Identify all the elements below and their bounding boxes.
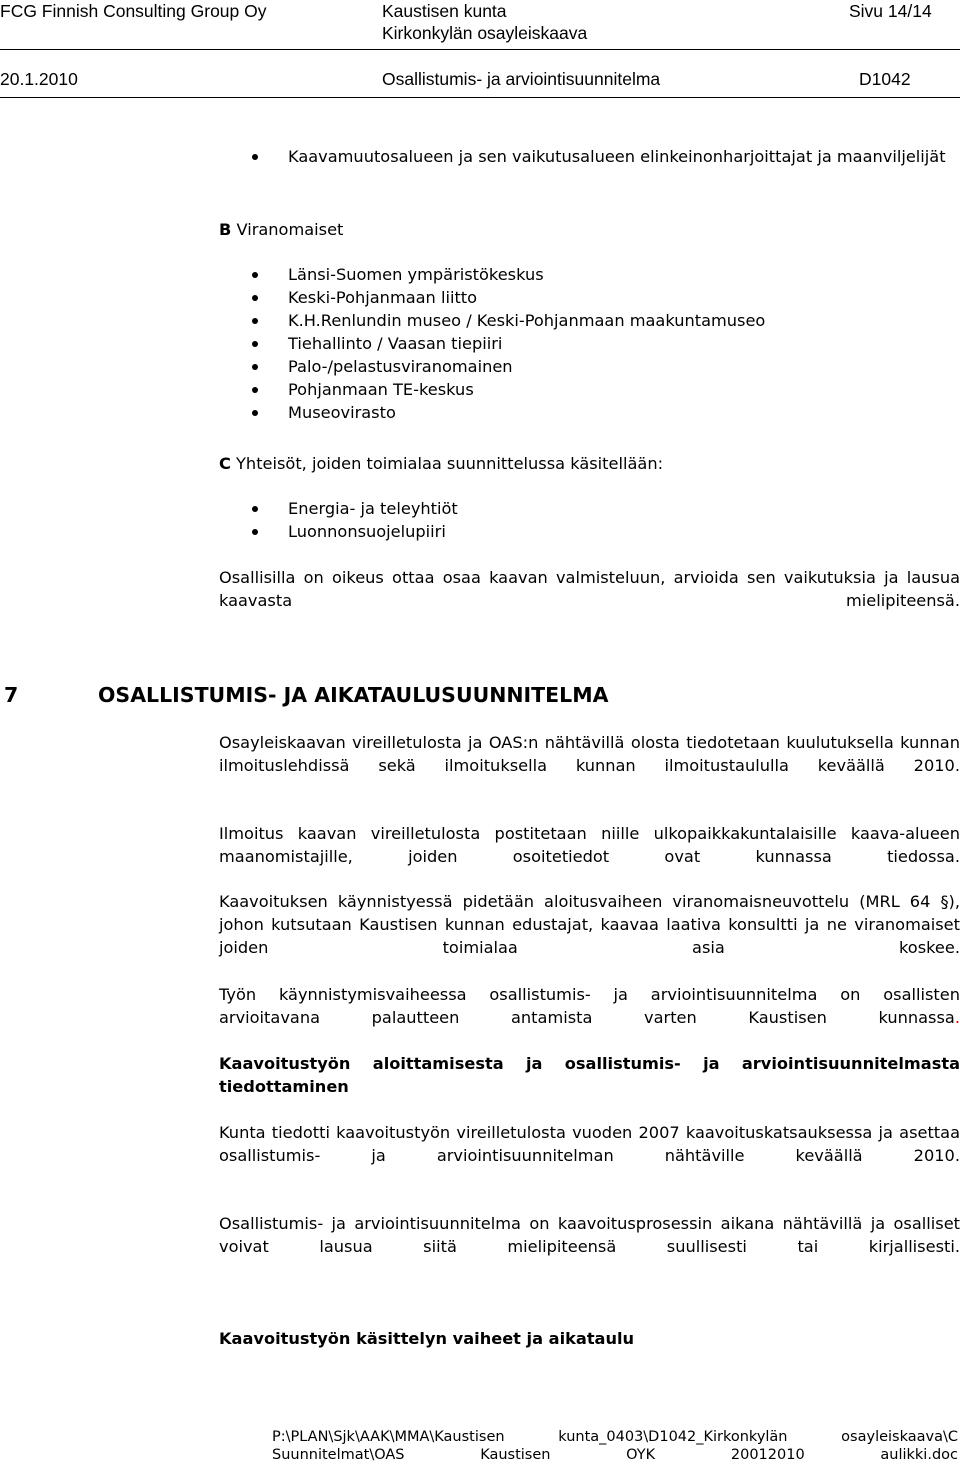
- list-item: Pohjanmaan TE-keskus: [0, 378, 960, 401]
- list-item: Energia- ja teleyhtiöt: [0, 497, 960, 520]
- header-plan-name: Kirkonkylän osayleiskaava: [382, 23, 588, 43]
- bullet-icon: [252, 318, 258, 324]
- bullet-icon: [252, 272, 258, 278]
- bullet-icon: [252, 295, 258, 301]
- paragraph: Osayleiskaavan vireilletulosta ja OAS:n nähtävillä olosta tiedotetaan kuulutuksella kunnan ilmoituslehdissä sekä ilmoituksella kunnan ilmoitustaululla keväällä 2010.: [219, 733, 960, 775]
- section-number: 7: [4, 683, 19, 707]
- paragraph: Kaavoituksen käynnistyessä pidetään aloitusvaiheen viranomaisneuvottelu (MRL 64 §), johon kutsutaan Kaustisen kunnan edustajat, kaavaa laativa konsultti ja ne viranomaiset joiden toimialaa asia koskee.: [219, 892, 960, 957]
- list-item: Palo-/pelastusviranomainen: [0, 355, 960, 378]
- bullet-icon: [252, 154, 258, 160]
- list-item: Kaavamuutosalueen ja sen vaikutusalueen elinkeinonharjoittajat ja maanviljelijät: [0, 145, 960, 168]
- footer-file-path: P:\PLAN\Sjk\AAK\MMA\Kaustisen kunta_0403\D1042_Kirkonkylän osayleiskaava\C Suunnitelmat\OAS Kaustisen OYK 20012010 aulikki.doc: [272, 1429, 958, 1463]
- paragraph: Ilmoitus kaavan vireilletulosta postitetaan niille ulkopaikkakuntalaisille kaava-alueen maanomistajille, joiden osoitetiedot ovat kunnassa tiedossa.: [219, 824, 960, 866]
- paragraph: Osallistumis- ja arviointisuunnitelma on kaavoitusprosessin aikana nähtävillä ja osalliset voivat lausua siitä mielipiteensä suullisesti tai kirjallisesti.: [219, 1214, 960, 1256]
- header-page-number: Sivu 14/14: [849, 1, 932, 21]
- paragraph: Kunta tiedotti kaavoitustyön vireilletulosta vuoden 2007 kaavoituskatsauksessa ja asettaa osallistumis- ja arviointisuunnitelman nähtäville keväällä 2010.: [219, 1123, 960, 1165]
- list-item: Museovirasto: [0, 401, 960, 424]
- communities-list: [0, 497, 960, 543]
- section-b-heading: B Viranomaiset: [219, 220, 344, 239]
- section-title: OSALLISTUMIS- JA AIKATAULUSUUNNITELMA: [98, 683, 609, 707]
- header-divider-bottom: [0, 97, 960, 98]
- paragraph: Työn käynnistymisvaiheessa osallistumis- ja arviointisuunnitelma on osallisten arvioitavana palautteen antamista varten Kaustisen kunnassa.: [219, 985, 960, 1027]
- subheading-notification: Kaavoitustyön aloittamisesta ja osallistumis- ja arviointisuunnitelmasta tiedottaminen: [219, 1054, 960, 1096]
- list-item: Tiehallinto / Vaasan tiepiiri: [0, 332, 960, 355]
- header-date: 20.1.2010: [0, 69, 78, 89]
- bullet-icon: [252, 387, 258, 393]
- authorities-list: [0, 263, 960, 424]
- header-company: FCG Finnish Consulting Group Oy: [0, 1, 267, 21]
- list-item: K.H.Renlundin museo / Keski-Pohjanmaan maakuntamuseo: [0, 309, 960, 332]
- bullet-icon: [252, 529, 258, 535]
- stakeholder-list-a: [0, 145, 960, 168]
- list-item: Länsi-Suomen ympäristökeskus: [0, 263, 960, 286]
- header-document-code: D1042: [859, 69, 911, 89]
- section-c-heading: C Yhteisöt, joiden toimialaa suunnittelussa käsitellään:: [219, 454, 664, 473]
- bullet-icon: [252, 506, 258, 512]
- bullet-icon: [252, 410, 258, 416]
- bullet-icon: [252, 364, 258, 370]
- header-document-title: Osallistumis- ja arviointisuunnitelma: [382, 69, 661, 89]
- red-period: .: [954, 1008, 960, 1027]
- subheading-schedule: Kaavoitustyön käsittelyn vaiheet ja aikataulu: [219, 1329, 635, 1348]
- list-item: Keski-Pohjanmaan liitto: [0, 286, 960, 309]
- list-item: Luonnonsuojelupiiri: [0, 520, 960, 543]
- participants-paragraph: Osallisilla on oikeus ottaa osaa kaavan valmisteluun, arvioida sen vaikutuksia ja lausua kaavasta mielipiteensä.: [219, 568, 960, 610]
- header-municipality: Kaustisen kunta: [382, 1, 507, 21]
- bullet-icon: [252, 341, 258, 347]
- header-divider-top: [0, 49, 960, 50]
